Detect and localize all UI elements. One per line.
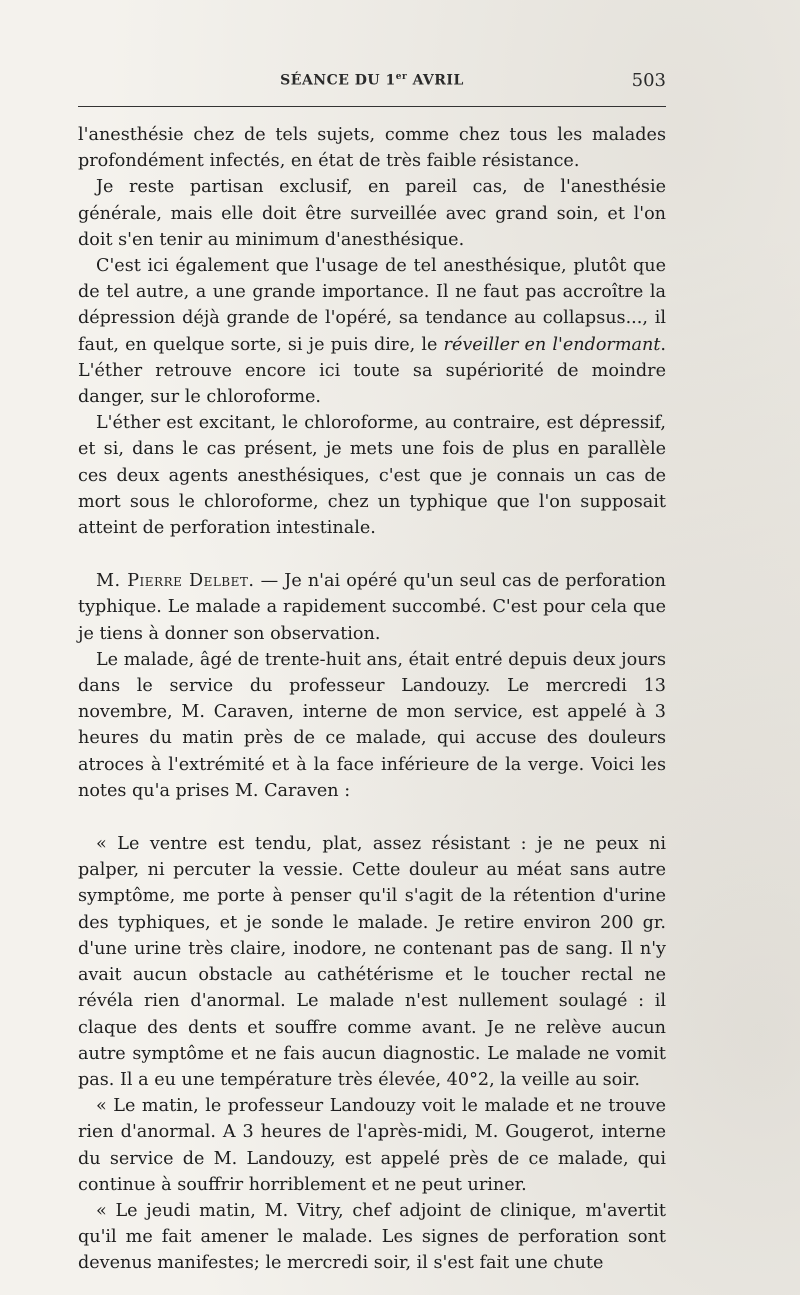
paragraph-3-start: C'est ici également que l'usage de tel anesthésique, plutôt que de tel autre, a une grande importance. Il ne faut pas accroître la dépression déjà grande de l'opéré, sa tendance au collapsus..., il faut, en quelque sorte, si je puis dire, le — [78, 256, 666, 355]
speaker-name: M. Pierre Delbet. — [96, 571, 255, 592]
paragraph-8: « Le matin, le professeur Landouzy voit le malade et ne trouve rien d'anormal. A 3 heures de l'après-midi, M. Gougerot, interne du service de M. Landouzy, est appelé près de ce malade, qui continue à souffrir horriblement et ne peut uriner. — [78, 1096, 666, 1195]
paragraph-5-text: — Je n'ai opéré qu'un seul cas de perforation typhique. Le malade a rapidement succombé. C'est pour cela que je tiens à donner son observation. — [78, 571, 666, 644]
body-text — [78, 122, 666, 1277]
paragraph-gap — [78, 541, 666, 568]
paragraph-2: Je reste partisan exclusif, en pareil cas, de l'anesthésie générale, mais elle doit être surveillée avec grand soin, et l'on doit s'en tenir au minimum d'anesthésique. — [78, 177, 666, 250]
paragraph-3-end: . L'éther retrouve encore ici toute sa supériorité de moindre danger, sur le chloroforme. — [78, 334, 666, 408]
running-title-month: AVRIL — [407, 72, 464, 89]
header-rule — [78, 106, 666, 107]
paragraph-4: L'éther est excitant, le chloroforme, au contraire, est dépressif, et si, dans le cas présent, je mets une fois de plus en parallèle ces deux agents anesthésiques, c'est que je connais un cas de mort sous le chloroforme, chez un typhique que l'on supposait atteint de perforation intestinale. — [78, 413, 666, 539]
paragraph-9: « Le jeudi matin, M. Vitry, chef adjoint de clinique, m'avertit qu'il me fait amener le malade. Les signes de perforation sont devenus manifestes; le mercredi soir, il s'est fait une chute — [78, 1200, 666, 1274]
paragraph-6: Le malade, âgé de trente-huit ans, était entré depuis deux jours dans le service du professeur Landouzy. Le mercredi 13 novembre, M. Caraven, interne de mon service, est appelé à 3 heures du matin près de ce malade, qui accuse des douleurs atroces à l'extrémité et à la face inférieure de la verge. Voici les notes qu'a prises M. Caraven : — [78, 649, 666, 801]
paragraph-7: « Le ventre est tendu, plat, assez résistant : je ne peux ni palper, ni percuter la vessie. Cette douleur au méat sans autre symptôme, me porte à penser qu'il s'agit de la rétention d'urine des typhiques, et je sonde le malade. Je retire environ 200 gr. d'une urine très claire, inodore, ne contenant pas de sang. Il n'y avait aucun obstacle au cathétérisme et le toucher rectal ne révéla rien d'anormal. Le malade n'est nullement soulagé : il claque des dents et souffre comme avant. Je ne relève aucun autre symptôme et ne fais aucun diagnostic. Le malade ne vomit pas. Il a eu une température très élevée, 40°2, la veille au soir. — [78, 834, 666, 1090]
paragraph-5 — [78, 568, 666, 647]
page-number: 503 — [631, 70, 666, 91]
page-header — [78, 72, 666, 102]
paragraph-1: l'anesthésie chez de tels sujets, comme chez tous les malades profondément infectés, en état de très faible résistance. — [78, 125, 666, 172]
running-title — [78, 72, 666, 89]
paragraph-3-italic: réveiller en l'endormant — [443, 334, 661, 355]
running-title-sup: er — [395, 72, 408, 82]
paragraph-3 — [78, 253, 666, 410]
paragraph-gap — [78, 804, 666, 831]
running-title-main: SÉANCE DU 1 — [280, 72, 396, 89]
